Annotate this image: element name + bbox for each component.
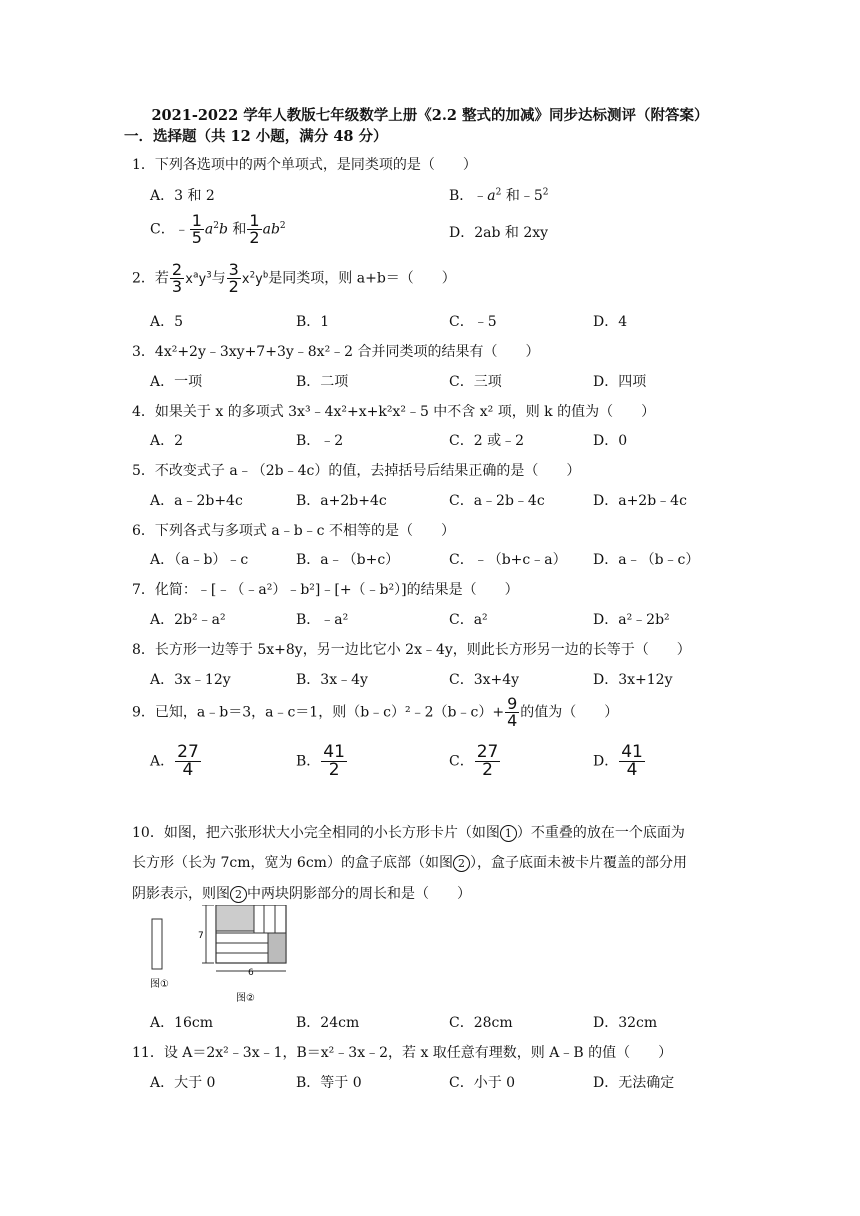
q8-option-c[interactable]: C．3x+4y — [449, 672, 520, 688]
q10-line3: 阴影表示，则图 2 中两块阴影部分的周长和是（ ） — [132, 886, 471, 902]
q6-option-b[interactable]: B．a﹣（b+c） — [296, 552, 400, 568]
fraction: $\frac{1}{2}$ — [249, 211, 260, 247]
q11-option-a[interactable]: A．大于 0 — [150, 1075, 216, 1091]
q10-option-b[interactable]: B．24cm — [296, 1015, 360, 1031]
q1-option-c[interactable]: C．﹣ $\frac{1}{5}$ $a^2b$ 和 $\frac{1}{2}$ $ab^2$ — [150, 211, 286, 247]
q8-stem: 8．长方形一边等于 5x+8y，另一边比它小 2x﹣4y，则此长方形另一边的长等于（ ） — [132, 642, 691, 658]
page-title: 2021-2022 学年人教版七年级数学上册《2.2 整式的加减》同步达标测评（附答案） — [151, 107, 709, 124]
q3-option-c[interactable]: C．三项 — [449, 374, 502, 390]
q7-option-b[interactable]: B．﹣a² — [296, 612, 349, 628]
q1-option-b[interactable]: B．$﹣a^2$ 和$﹣5^2$ — [449, 187, 549, 204]
dimension-height-label: 7 — [198, 931, 204, 941]
q1-option-d[interactable]: D．2ab 和 2xy — [449, 225, 549, 241]
q9-option-c[interactable]: C． $\frac{27}{2}$ — [449, 742, 499, 780]
q5-stem: 5．不改变式子 a﹣（2b﹣4c）的值，去掉括号后结果正确的是（ ） — [132, 463, 581, 479]
figure1-label: 图① — [150, 979, 169, 990]
q2-option-d[interactable]: D．4 — [593, 314, 628, 330]
shaded-region-bottom — [268, 933, 286, 963]
q10-option-d[interactable]: D．32cm — [593, 1015, 658, 1031]
q6-stem: 6．下列各式与多项式 a﹣b﹣c 不相等的是（ ） — [132, 523, 455, 539]
q3-option-a[interactable]: A．一项 — [150, 374, 203, 390]
q8-option-b[interactable]: B．3x﹣4y — [296, 672, 368, 688]
q6-option-c[interactable]: C．﹣（b+c﹣a） — [449, 552, 567, 568]
q2-option-c[interactable]: C．﹣5 — [449, 314, 497, 330]
q7-stem: 7．化简：﹣[﹣（﹣a²）﹣b²]﹣[+（﹣b²）]的结果是（ ） — [132, 582, 519, 598]
q5-option-d[interactable]: D．a+2b﹣4c — [593, 493, 687, 509]
q4-option-d[interactable]: D．0 — [593, 433, 628, 449]
q1-stem: 1．下列各选项中的两个单项式，是同类项的是（ ） — [132, 157, 477, 173]
q9-option-d[interactable]: D． $\frac{41}{4}$ — [593, 742, 643, 780]
q11-option-d[interactable]: D．无法确定 — [593, 1075, 675, 1091]
q11-stem: 11．设 A＝2x²﹣3x﹣1，B＝x²﹣3x﹣2，若 x 取任意有理数，则 A﹣B 的值（ ） — [132, 1045, 673, 1061]
q9-stem: 9．已知，a﹣b＝3，a﹣c＝1，则（b﹣c）²﹣2（b﹣c）+ $\frac{9}{4}$ 的值为（ ） — [132, 694, 619, 730]
q11-option-c[interactable]: C．小于 0 — [449, 1075, 516, 1091]
q6-option-d[interactable]: D．a﹣（b﹣c） — [593, 552, 700, 568]
q2-stem: 2．若 $\frac{2}{3}$ $x^ay^3$与 $\frac{3}{2}$ $x^2y^b$是同类项，则 a+b＝（ ） — [132, 260, 456, 296]
q10-line1: 10．如图，把六张形状大小完全相同的小长方形卡片（如图 1 ）不重叠的放在一个底面为 — [132, 825, 685, 841]
q4-option-c[interactable]: C．2 或﹣2 — [449, 433, 524, 449]
q2-option-b[interactable]: B．1 — [296, 314, 330, 330]
q8-option-a[interactable]: A．3x﹣12y — [150, 672, 231, 688]
figure2-label: 图② — [236, 993, 255, 1004]
q10-line2: 长方形（长为 7cm，宽为 6cm）的盒子底部（如图 2 ），盒子底面未被卡片覆盖的部分用 — [132, 855, 687, 871]
q5-option-c[interactable]: C．a﹣2b﹣4c — [449, 493, 545, 509]
q4-stem: 4．如果关于 x 的多项式 3x³﹣4x²+x+k²x²﹣5 中不含 x² 项，则 k 的值为（ ） — [132, 404, 656, 420]
q11-option-b[interactable]: B．等于 0 — [296, 1075, 362, 1091]
q10-figure — [140, 905, 300, 1005]
q4-option-b[interactable]: B．﹣2 — [296, 433, 344, 449]
q10-option-a[interactable]: A．16cm — [150, 1015, 214, 1031]
fraction: $\frac{1}{5}$ — [191, 211, 202, 247]
card-rectangle — [152, 919, 162, 969]
q5-option-a[interactable]: A．a﹣2b+4c — [150, 493, 243, 509]
section-heading: 一．选择题（共 12 小题，满分 48 分） — [124, 128, 388, 145]
shaded-region-top — [216, 905, 254, 931]
q7-option-a[interactable]: A．2b²﹣a² — [150, 612, 226, 628]
q3-stem: 3．4x²+2y﹣3xy+7+3y﹣8x²﹣2 合并同类项的结果有（ ） — [132, 344, 540, 360]
dimension-width-label: 6 — [248, 968, 254, 978]
q6-option-a[interactable]: A．（a﹣b）﹣c — [150, 552, 249, 568]
q9-option-b[interactable]: B． $\frac{41}{2}$ — [296, 742, 345, 780]
q8-option-d[interactable]: D．3x+12y — [593, 672, 673, 688]
q7-option-c[interactable]: C．a² — [449, 612, 488, 628]
q4-option-a[interactable]: A．2 — [150, 433, 184, 449]
q3-option-b[interactable]: B．二项 — [296, 374, 349, 390]
q5-option-b[interactable]: B．a+2b+4c — [296, 493, 387, 509]
q3-option-d[interactable]: D．四项 — [593, 374, 647, 390]
q2-option-a[interactable]: A．5 — [150, 314, 184, 330]
q9-option-a[interactable]: A． $\frac{27}{4}$ — [150, 742, 199, 780]
q1-option-a[interactable]: A．3 和 2 — [150, 188, 215, 204]
q7-option-d[interactable]: D．a²﹣2b² — [593, 612, 670, 628]
q10-option-c[interactable]: C．28cm — [449, 1015, 513, 1031]
